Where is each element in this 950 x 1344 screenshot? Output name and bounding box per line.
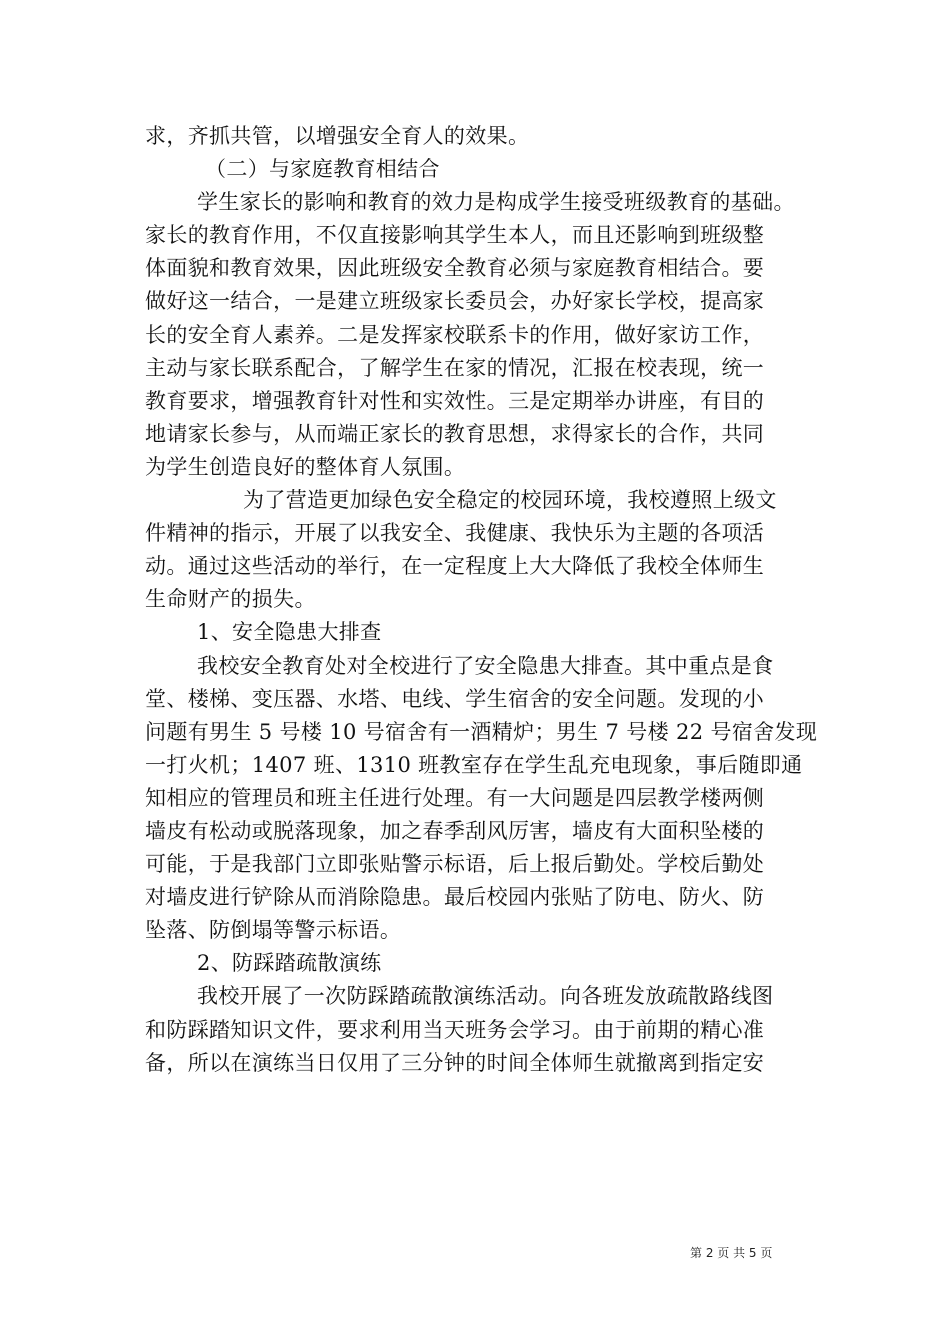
paragraph-line: 我校安全教育处对全校进行了安全隐患大排查。其中重点是食 xyxy=(197,653,774,678)
paragraph-line: 可能，于是我部门立即张贴警示标语，后上报后勤处。学校后勤处 xyxy=(145,852,765,877)
section-heading: 2、防踩踏疏散演练 xyxy=(197,951,382,976)
paragraph-line: 备，所以在演练当日仅用了三分钟的时间全体师生就撤离到指定安 xyxy=(145,1050,765,1075)
paragraph-line: 学生家长的影响和教育的效力是构成学生接受班级教育的基础。 xyxy=(197,190,795,215)
paragraph-line: 件精神的指示，开展了以我安全、我健康、我快乐为主题的各项活 xyxy=(145,521,765,546)
paragraph-line: 求，齐抓共管，以增强安全育人的效果。 xyxy=(145,124,530,148)
paragraph-line: 长的安全育人素养。二是发挥家校联系卡的作用，做好家访工作， xyxy=(145,322,765,347)
page-number-footer: 第 2 页 共 5 页 xyxy=(690,1246,773,1260)
paragraph-line: 我校开展了一次防踩踏疏散演练活动。向各班发放疏散路线图 xyxy=(197,984,774,1009)
paragraph-line: 体面貌和教育效果，因此班级安全教育必须与家庭教育相结合。要 xyxy=(145,256,765,281)
section-heading: 1、安全隐患大排查 xyxy=(197,620,382,645)
paragraph-line: 动。通过这些活动的举行，在一定程度上大大降低了我校全体师生 xyxy=(145,554,765,579)
paragraph-line: 生命财产的损失。 xyxy=(145,587,316,612)
paragraph-line: 为学生创造良好的整体育人氛围。 xyxy=(145,454,466,479)
paragraph-line: 对墙皮进行铲除从而消除隐患。最后校园内张贴了防电、防火、防 xyxy=(145,885,765,910)
document-body xyxy=(145,120,835,1080)
paragraph-line: 知相应的管理员和班主任进行处理。有一大问题是四层教学楼两侧 xyxy=(145,785,765,810)
paragraph-line: 家长的教育作用，不仅直接影响其学生本人，而且还影响到班级整 xyxy=(145,223,765,248)
paragraph-line: 堂、楼梯、变压器、水塔、电线、学生宿舍的安全问题。发现的小 xyxy=(145,686,765,711)
paragraph-line: 主动与家长联系配合，了解学生在家的情况，汇报在校表现，统一 xyxy=(145,355,765,380)
section-heading: （二）与家庭教育相结合 xyxy=(205,157,440,182)
paragraph-line: 墙皮有松动或脱落现象，加之春季刮风厉害，墙皮有大面积坠楼的 xyxy=(145,818,765,843)
paragraph-line: 为了营造更加绿色安全稳定的校园环境，我校遵照上级文 xyxy=(243,488,777,513)
paragraph-line: 坠落、防倒塌等警示标语。 xyxy=(145,918,402,943)
paragraph-line: 地请家长参与，从而端正家长的教育思想，求得家长的合作，共同 xyxy=(145,421,765,446)
paragraph-line: 做好这一结合，一是建立班级家长委员会，办好家长学校，提高家 xyxy=(145,289,765,314)
paragraph-line: 一打火机；1407 班、1310 班教室存在学生乱充电现象，事后随即通 xyxy=(145,752,803,777)
paragraph-line: 教育要求，增强教育针对性和实效性。三是定期举办讲座，有目的 xyxy=(145,388,765,413)
paragraph-line: 和防踩踏知识文件，要求利用当天班务会学习。由于前期的精心准 xyxy=(145,1017,765,1042)
paragraph-line: 问题有男生 5 号楼 10 号宿舍有一酒精炉；男生 7 号楼 22 号宿舍发现 xyxy=(145,719,818,744)
